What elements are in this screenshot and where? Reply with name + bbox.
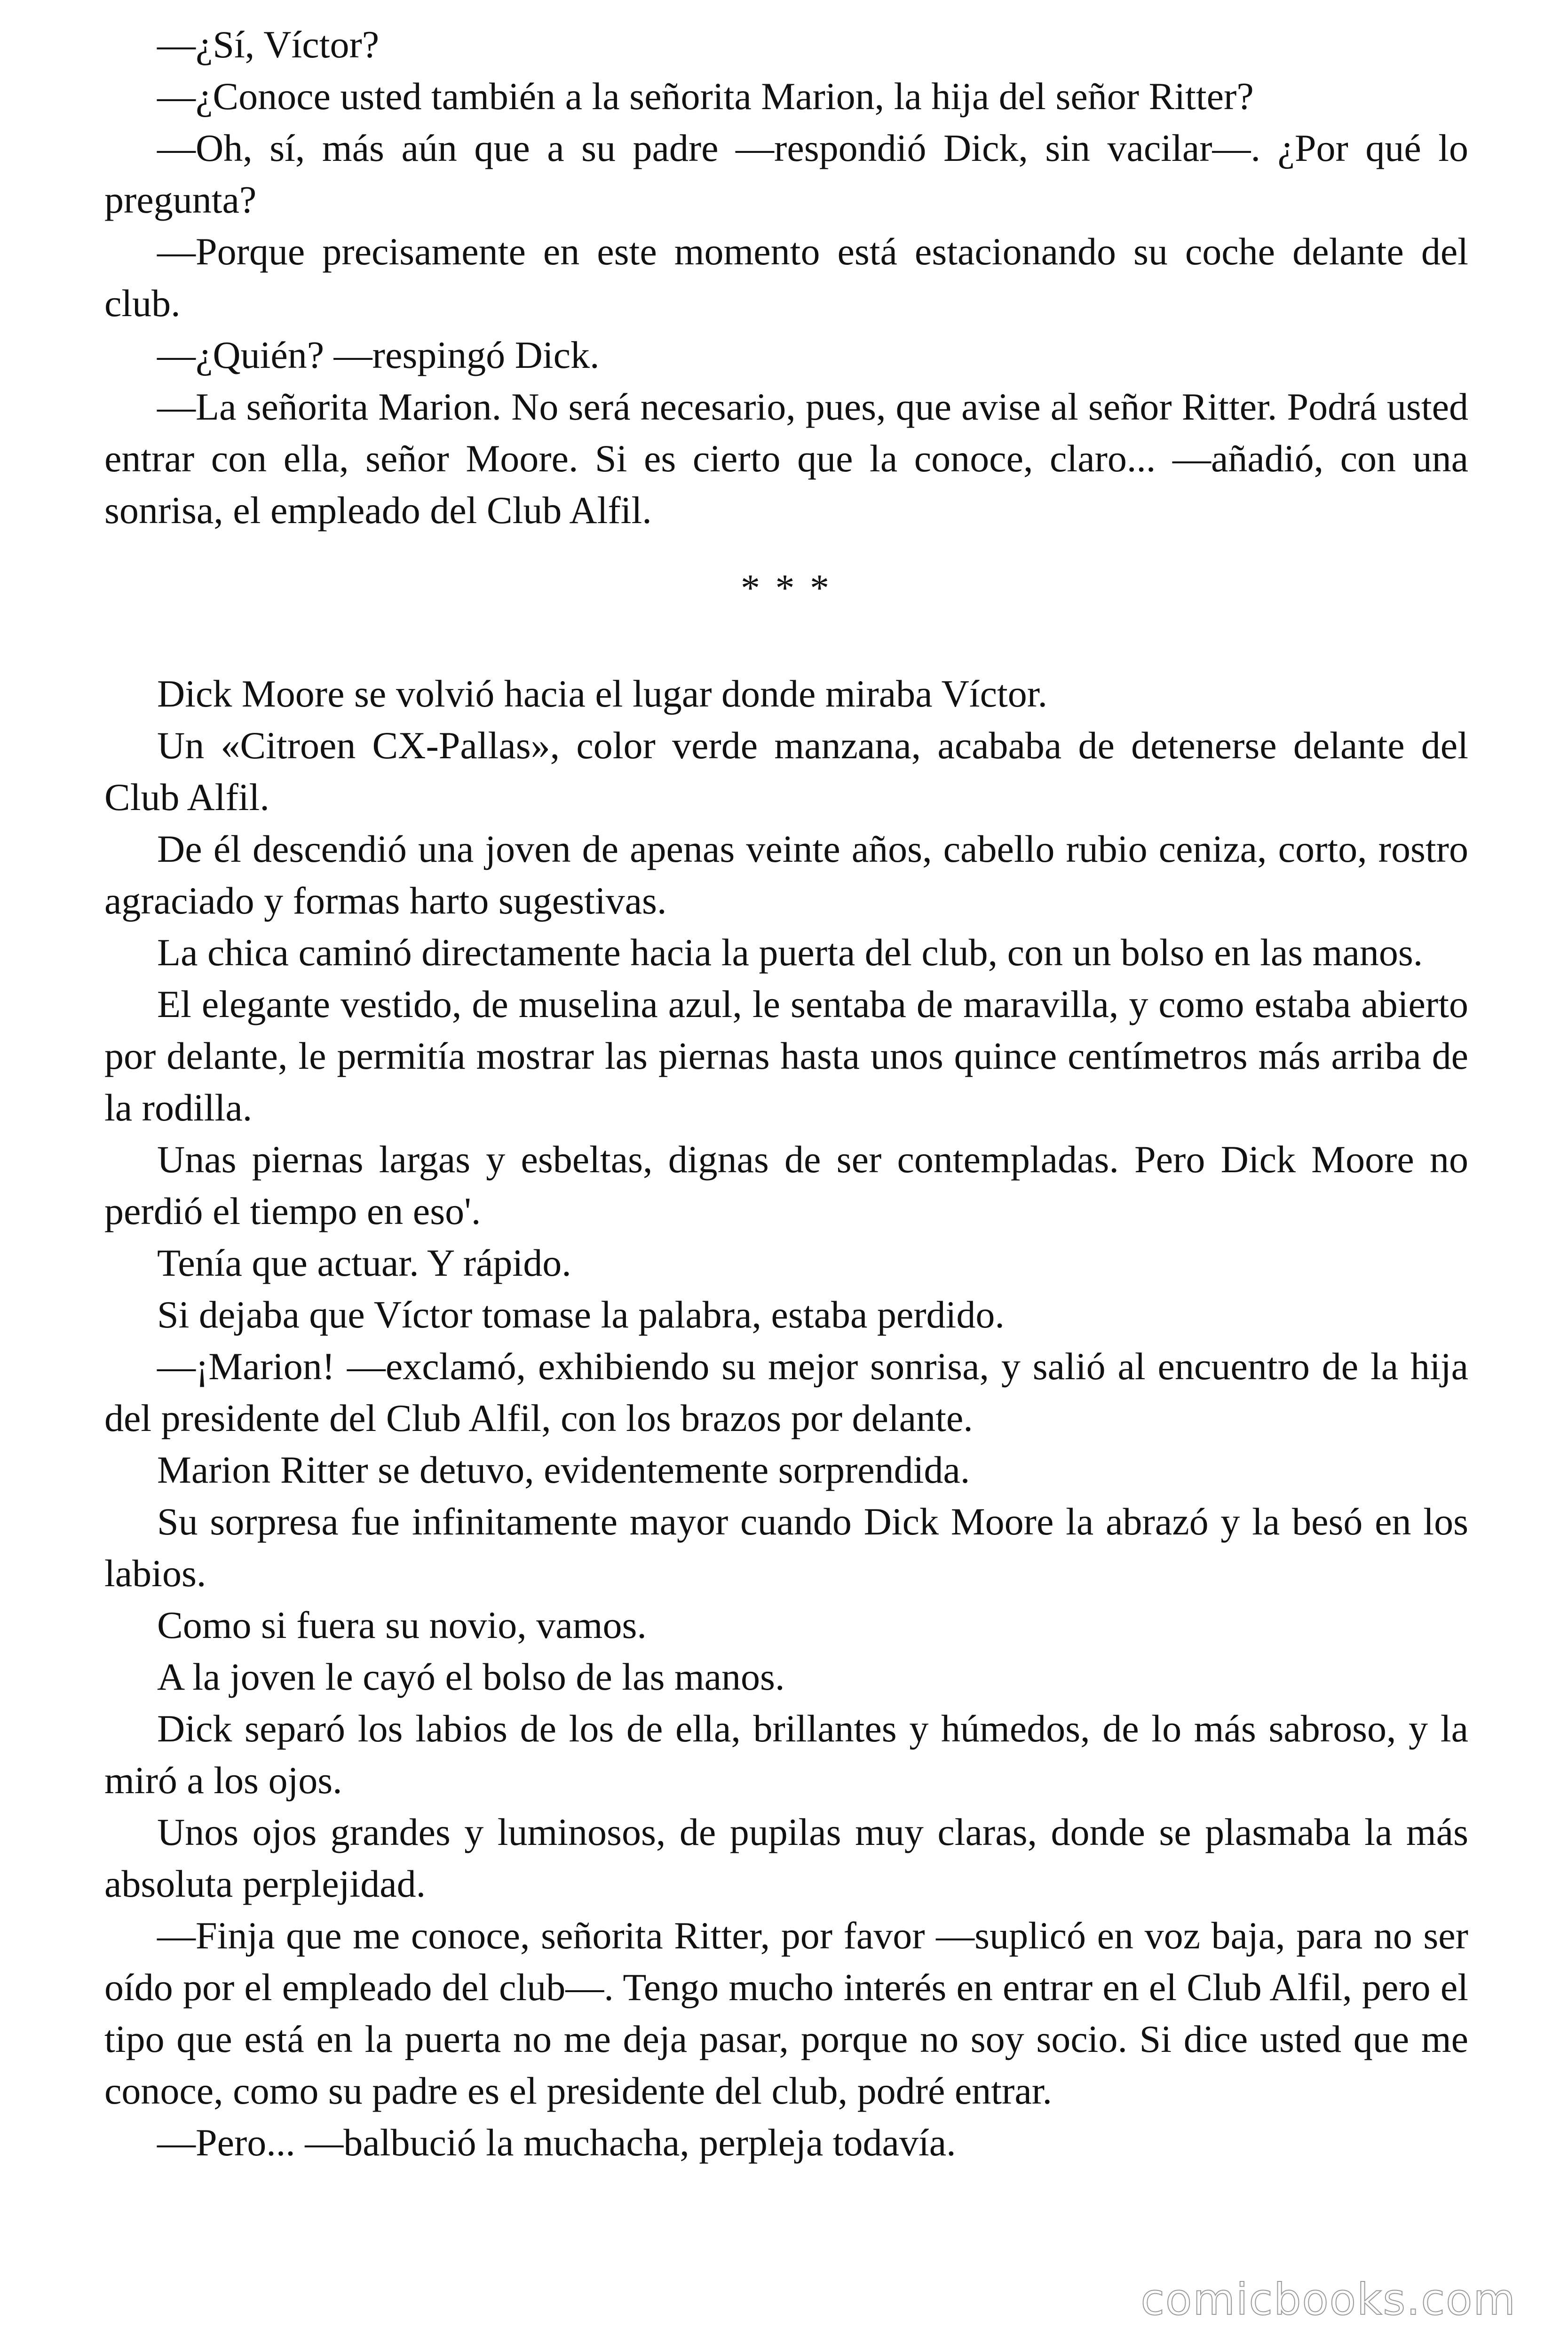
paragraph: El elegante vestido, de muselina azul, le sentaba de maravilla, y como estaba abierto por delante, le permitía mostrar las piernas hasta unos quince centímetros más arriba de la rodilla. [104, 983, 1468, 1129]
paragraph: —¿Sí, Víctor? [157, 23, 380, 66]
paragraph: Un «Citroen CX-Pallas», color verde manzana, acababa de detenerse delante del Club Alfil. [104, 724, 1468, 818]
paragraph: De él descendió una joven de apenas veinte años, cabello rubio ceniza, corto, rostro agraciado y formas harto sugestivas. [104, 827, 1468, 922]
paragraph: Dick separó los labios de los de ella, brillantes y húmedos, de lo más sabroso, y la miró a los ojos. [104, 1707, 1468, 1802]
paragraph: —La señorita Marion. No será necesario, pues, que avise al señor Ritter. Podrá usted entrar con ella, señor Moore. Si es cierto que la conoce, claro... —añadió, con una sonrisa, el empleado del Club Alfil. [104, 385, 1468, 532]
paragraph: Tenía que actuar. Y rápido. [157, 1241, 571, 1284]
paragraph: —Pero... —balbució la muchacha, perpleja todavía. [157, 2121, 956, 2164]
paragraph: —Porque precisamente en este momento está estacionando su coche delante del club. [104, 230, 1468, 325]
paragraph: Su sorpresa fue infinitamente mayor cuando Dick Moore la abrazó y la besó en los labios. [104, 1500, 1468, 1595]
section-before-break [104, 19, 1468, 536]
paragraph: Si dejaba que Víctor tomase la palabra, estaba perdido. [157, 1293, 1005, 1336]
paragraph: —Finja que me conoce, señorita Ritter, por favor —suplicó en voz baja, para no ser oído por el empleado del club—. Tengo mucho interés en entrar en el Club Alfil, pero el tipo que está en la puerta no me deja pasar, porque no soy socio. Si dice usted que me conoce, como su padre es el presidente del club, podré entrar. [104, 1914, 1468, 2112]
paragraph: Unos ojos grandes y luminosos, de pupilas muy claras, donde se plasmaba la más absoluta perplejidad. [104, 1811, 1468, 1905]
paragraph: La chica caminó directamente hacia la puerta del club, con un bolso en las manos. [157, 931, 1423, 974]
paragraph: —¿Quién? —respingó Dick. [157, 334, 600, 376]
watermark-logo: comicbooks.com [1140, 2274, 1516, 2325]
paragraph: Como si fuera su novio, vamos. [157, 1604, 647, 1646]
paragraph: Marion Ritter se detuvo, evidentemente sorprendida. [157, 1448, 970, 1491]
paragraph: A la joven le cayó el bolso de las manos. [157, 1655, 785, 1698]
paragraph: Unas piernas largas y esbeltas, dignas de ser contempladas. Pero Dick Moore no perdió el tiempo en eso'. [104, 1138, 1468, 1232]
paragraph: —¡Marion! —exclamó, exhibiendo su mejor sonrisa, y salió al encuentro de la hija del presidente del Club Alfil, con los brazos por delante. [104, 1345, 1468, 1439]
book-page [104, 19, 1468, 2169]
paragraph: —Oh, sí, más aún que a su padre —respondió Dick, sin vacilar—. ¿Por qué lo pregunta? [104, 127, 1468, 221]
paragraph: —¿Conoce usted también a la señorita Marion, la hija del señor Ritter? [157, 75, 1254, 118]
scene-break-separator: * * * [741, 566, 832, 609]
section-after-break [104, 668, 1468, 2169]
paragraph: Dick Moore se volvió hacia el lugar donde miraba Víctor. [157, 672, 1048, 715]
